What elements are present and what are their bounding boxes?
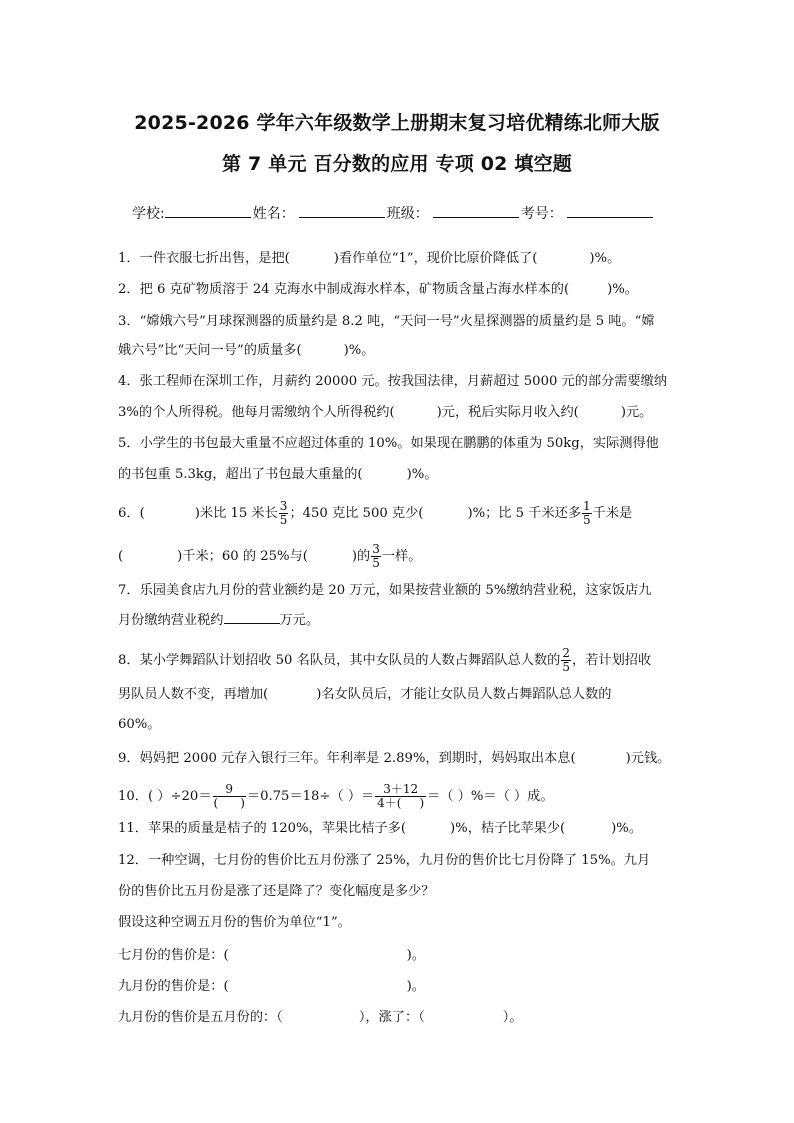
q10-text-a: 10．( ）÷20＝	[118, 789, 212, 804]
fraction-1-5: $\frac{1}{5}$	[583, 499, 591, 527]
question-12-ratio	[118, 1008, 523, 1028]
q6-text-i: 一样。	[381, 549, 422, 564]
name-label: 姓名：	[252, 206, 295, 222]
q10-text-b: ＝0.75＝18÷（ ）＝	[246, 789, 375, 804]
q11-text-c: )%。	[611, 821, 643, 836]
question-12-july-price	[118, 946, 425, 966]
question-10	[118, 783, 554, 810]
q5-text-b: )%。	[406, 467, 438, 482]
q6-text-f: (	[118, 549, 124, 564]
question-1	[118, 249, 620, 269]
question-12-line-3: 假设这种空调五月份的售价为单位“1”。	[118, 915, 351, 930]
student-info-line	[132, 203, 655, 223]
q6-text-g: )千米；60 的 25%与(	[177, 549, 308, 564]
q1-text-c: )%。	[589, 251, 621, 266]
question-9	[118, 749, 670, 769]
q12-july-close: )。	[406, 948, 425, 963]
class-label: 班级：	[386, 206, 429, 222]
question-7-line-1: 7．乐园美食店九月份的营业额约是 20 万元，如果按营业额的 5%缴纳营业税，这家饭店九	[118, 583, 652, 598]
question-12-line-2: 份的售价比五月份是涨了还是降了？变化幅度是多少？	[118, 884, 435, 899]
q8-text-b: ，若计划招收	[572, 653, 652, 668]
q12-rise-label: ），涨了：（	[358, 1010, 425, 1025]
q5-text-a: 的书包重 5.3kg，超出了书包最大重量的(	[118, 467, 363, 482]
question-12-september-price	[118, 977, 425, 997]
exam-no-label: 考号：	[520, 206, 563, 222]
question-5-line-1: 5．小学生的书包最大重量不应超过体重的 10%。如果现在鹏鹏的体重为 50kg，实际测得他	[118, 436, 659, 451]
question-6-line-2	[118, 543, 421, 570]
school-label: 学校:	[132, 206, 165, 222]
q11-text-b: )%，桔子比苹果少(	[450, 821, 566, 836]
question-8-line-1	[118, 647, 651, 674]
question-5-line-2	[118, 465, 437, 485]
q6-text-h: )的	[351, 549, 371, 564]
class-field[interactable]	[433, 204, 519, 218]
q4-text-a: 3%的个人所得税。他每月需缴纳个人所得税约(	[118, 405, 395, 420]
worksheet-subtitle: 第 7 单元 百分数的应用 专项 02 填空题	[222, 153, 572, 175]
q4-text-c: )元。	[620, 405, 653, 420]
q3-text-a: 娥六号”比“天问一号”的质量多(	[118, 343, 302, 358]
q6-text-c: ；450 克比 500 克少(	[289, 506, 424, 521]
q4-text-b: )元，税后实际月收入约(	[436, 405, 579, 420]
q7-text-b: 万元。	[279, 613, 320, 628]
q12-ratio-label: 九月份的售价是五月份的：（	[118, 1010, 283, 1025]
q7-text-a: 月份缴纳营业税约	[118, 613, 224, 628]
question-4-line-2	[118, 403, 652, 423]
exam-no-field[interactable]	[567, 204, 653, 218]
fraction-3-5: $\frac{3}{5}$	[279, 499, 288, 527]
q12-rise-close: ）。	[502, 1010, 523, 1025]
question-8-line-2	[118, 685, 612, 705]
fraction-2-5: $\frac{2}{5}$	[562, 646, 571, 674]
school-field[interactable]	[165, 204, 251, 218]
q8-text-d: )名女队员后，才能让女队员人数占舞蹈队总人数的	[316, 687, 612, 702]
question-8-line-3: 60%。	[118, 717, 161, 732]
question-7-line-2	[118, 611, 319, 631]
question-12-line-1: 12．一种空调，七月份的售价比五月份涨了 25%，九月份的售价比七月份降了 15%。九月	[118, 853, 651, 868]
q12-july-label: 七月份的售价是：(	[118, 948, 229, 963]
q6-text-e: 千米是	[592, 506, 633, 521]
fraction-3plus12: $\frac{3+12}{4+( )}$	[377, 782, 425, 810]
q8-text-a: 8．某小学舞蹈队计划招收 50 名队员，其中女队员的人数占舞蹈队总人数的	[118, 653, 561, 668]
q9-text-a: 9．妈妈把 2000 元存入银行三年。年利率是 2.89%，到期时，妈妈取出本息(	[118, 751, 576, 766]
q6-text-a: 6．(	[118, 506, 145, 521]
q1-text-b: )看作单位“1”，现价比原价降低了(	[333, 251, 538, 266]
question-6-line-1	[118, 500, 632, 527]
question-2	[118, 280, 638, 300]
q1-text-a: 1．一件衣服七折出售，是把(	[118, 251, 290, 266]
fraction-3-5-b: $\frac{3}{5}$	[372, 542, 380, 570]
q12-sep-close: )。	[406, 979, 425, 994]
question-3-line-1: 3．“嫦娥六号”月球探测器的质量约是 8.2 吨，“天问一号”火星探测器的质量约是 5 吨。“嫦	[118, 314, 655, 329]
q10-text-c: ＝（ ）%＝（ ）成。	[427, 789, 554, 804]
q2-text-b: )%。	[607, 282, 638, 297]
q3-text-b: )%。	[343, 343, 375, 358]
q12-sep-label: 九月份的售价是：(	[118, 979, 229, 994]
worksheet-title: 2025-2026 学年六年级数学上册期末复习培优精练北师大版	[134, 112, 660, 134]
q8-text-c: 男队员人数不变，再增加(	[118, 687, 269, 702]
question-4-line-1: 4．张工程师在深圳工作，月薪约 20000 元。按我国法律，月薪超过 5000 元的部分需要缴纳	[118, 374, 668, 389]
q9-text-b: )元钱。	[625, 751, 671, 766]
q11-text-a: 11．苹果的质量是桔子的 120%，苹果比桔子多(	[118, 821, 407, 836]
question-3-line-2	[118, 341, 375, 361]
q2-text-a: 2．把 6 克矿物质溶于 24 克海水中制成海水样本，矿物质含量占海水样本的(	[118, 282, 570, 297]
q6-text-d: )%；比 5 千米还多	[467, 506, 582, 521]
q6-text-b: )米比 15 米长	[194, 506, 278, 521]
fraction-9-blank: $\frac{9}{( )}$	[213, 782, 245, 810]
q7-blank[interactable]	[224, 611, 280, 624]
name-field[interactable]	[299, 204, 385, 218]
question-11	[118, 819, 642, 839]
